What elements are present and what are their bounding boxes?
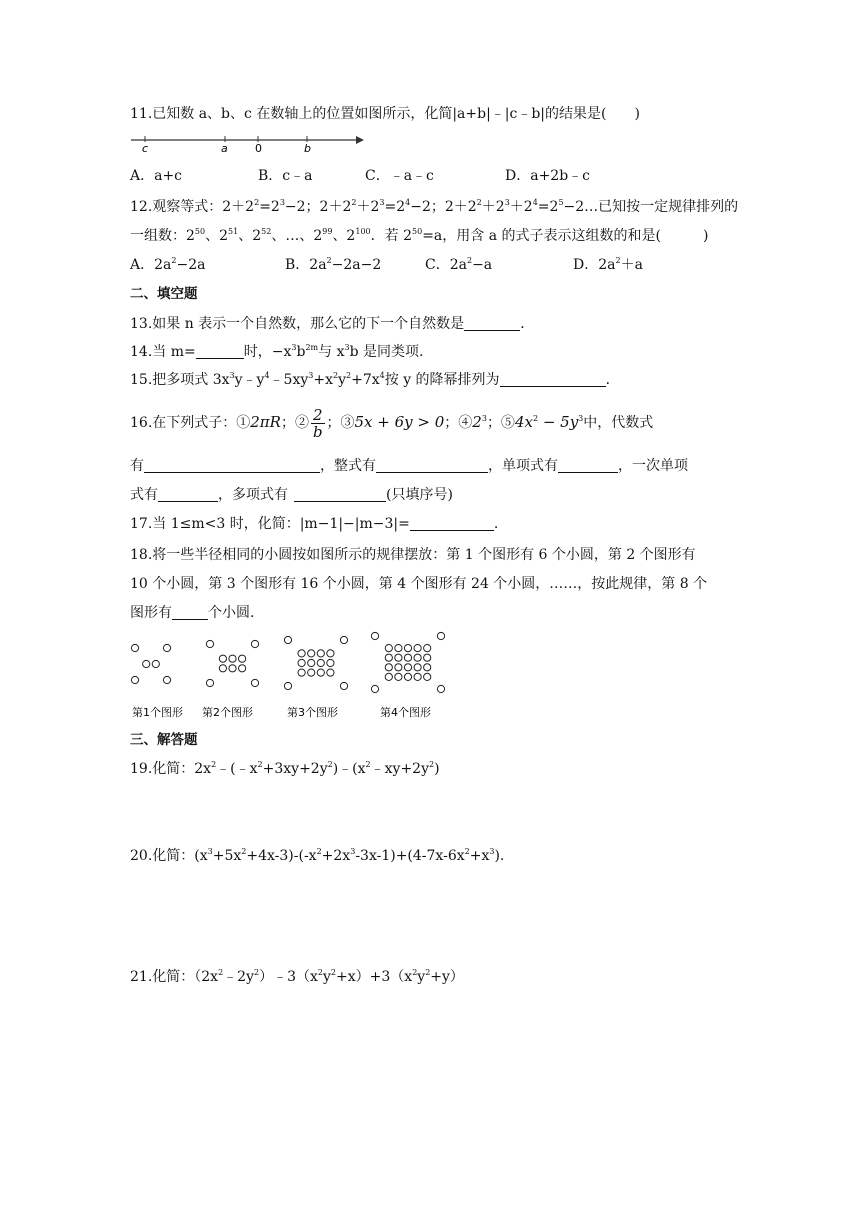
corner-circle: [131, 676, 138, 683]
small-circle: [395, 654, 402, 661]
question-20: 20.化简：$(x^3+5x^2+4x-3)-(-x^2+2x^3-3x-1)+(4-7x-6x^2+x^3)$.: [130, 847, 505, 864]
small-circle: [414, 654, 421, 661]
small-circle: [414, 645, 421, 652]
answer-blank[interactable]: [500, 372, 606, 387]
small-circle: [404, 654, 411, 661]
question-18-line-2: 10 个小圆，第 3 个图形有 16 个小圆，第 4 个图形有 24 个小圆，……，按此规律，第 8 个: [130, 576, 708, 592]
option-d: D．a+2b﹣c: [505, 168, 591, 184]
small-circle: [327, 669, 334, 676]
axis-label-c: c: [142, 142, 149, 154]
option-b: B．$2a^2-2a-2$: [285, 256, 382, 273]
question-14: 14.当 m= 时，$-x^3b^{2m}$与 $x^3b$ 是同类项.: [130, 343, 424, 360]
small-circle: [317, 669, 324, 676]
small-circle: [308, 650, 315, 657]
question-21: 21.化简：$(2x^2﹣2y^2)﹣3(x^2y^2+x)+3(x^2y^2+y)$: [130, 968, 464, 985]
small-circle: [308, 659, 315, 666]
small-circle: [298, 659, 305, 666]
question-12-line-2: 一组数：$2^{50}$、$2^{51}$、$2^{52}$、…、$2^{99}$、$2^{100}$．若 $2^{50}=a$，用含 a 的式子表示这组数的和是( ): [130, 227, 709, 244]
corner-circle: [340, 636, 347, 643]
number-line-figure: [130, 132, 365, 154]
question-12-line-1: 12.观察等式：$2+2^2=2^3-2$；$2+2^2+2^3=2^4-2$；$2+2^2+2^3+2^4=2^5-2\dots$已知按一定规律排列的: [130, 198, 739, 215]
corner-circle: [340, 682, 347, 689]
small-circle: [404, 645, 411, 652]
corner-circle: [371, 685, 378, 692]
answer-blank[interactable]: [294, 487, 386, 502]
axis-label-a: a: [221, 142, 228, 154]
answer-blank[interactable]: [376, 458, 488, 473]
small-circle: [424, 645, 431, 652]
small-circle: [298, 650, 305, 657]
question-18-line-1: 18.将一些半径相同的小圆按如图所示的规律摆放：第 1 个图形有 6 个小圆，第 2 个图形有: [130, 547, 696, 563]
small-circle: [152, 660, 159, 667]
option-a: A．a+c: [130, 168, 183, 184]
arrow-icon: [356, 136, 364, 144]
circle-pattern-figure: [130, 630, 450, 722]
option-b: B．c﹣a: [258, 168, 313, 184]
corner-circle: [131, 644, 138, 651]
figure-caption-3: 第3个图形: [287, 706, 338, 719]
small-circle: [385, 673, 392, 680]
question-16-line-2: 有 ，整式有 ，单项式有 ，一次单项: [130, 458, 688, 474]
small-circle: [424, 673, 431, 680]
question-11-stem: 11.已知数 a、b、c 在数轴上的位置如图所示，化简|a+b|﹣|c﹣b|的结果是( ): [130, 106, 640, 122]
small-circle: [395, 664, 402, 671]
small-circle: [404, 664, 411, 671]
question-19: 19.化简：$2x^2﹣(﹣x^2+3xy+2y^2)﹣(x^2﹣xy+2y^2)$: [130, 760, 440, 777]
section-heading-solve: 三、解答题: [130, 732, 198, 748]
answer-blank[interactable]: [158, 487, 218, 502]
fraction-2-over-b: $\frac{2}{b}$: [312, 405, 323, 441]
small-circle: [229, 665, 236, 672]
corner-circle: [437, 632, 444, 639]
axis-label-0: 0: [255, 142, 262, 154]
corner-circle: [163, 644, 170, 651]
corner-circle: [163, 676, 170, 683]
corner-circle: [437, 685, 444, 692]
question-16-line-3: 式有 ，多项式有 (只填序号): [130, 487, 453, 503]
answer-blank[interactable]: [410, 516, 494, 531]
question-15: 15.把多项式 $3x^3y﹣y^4﹣5xy^3+x^2y^2+7x^4$按 y 的降幂排列为 ．: [130, 371, 620, 388]
small-circle: [424, 664, 431, 671]
figure-caption-2: 第2个图形: [202, 706, 253, 719]
option-c: C．$2a^2-a$: [425, 256, 493, 273]
axis-label-b: b: [304, 142, 311, 154]
figure-caption-1: 第1个图形: [132, 706, 183, 719]
answer-blank[interactable]: [464, 316, 520, 331]
question-17: 17.当 1≤m<3 时，化简：|m−1|−|m−3|= .: [130, 516, 499, 532]
option-c: C．﹣a﹣c: [365, 168, 434, 184]
corner-circle: [251, 640, 258, 647]
small-circle: [239, 665, 246, 672]
small-circle: [385, 654, 392, 661]
corner-circle: [284, 682, 291, 689]
small-circle: [385, 645, 392, 652]
small-circle: [327, 650, 334, 657]
question-16-line-1: 16.在下列式子：①2πR；② $\frac{2}{b}$ ；③5x + 6y > 0；$④2^3$；$⑤4x^2 - 5y^3$中，代数式: [130, 405, 654, 441]
answer-blank[interactable]: [196, 344, 244, 359]
figure-caption-4: 第4个图形: [380, 706, 431, 719]
small-circle: [414, 664, 421, 671]
small-circle: [298, 669, 305, 676]
option-a: A．$2a^2-2a$: [130, 256, 206, 273]
question-18-line-3: 图形有 个小圆.: [130, 605, 255, 621]
section-heading-fill-in: 二、填空题: [130, 286, 198, 302]
corner-circle: [251, 679, 258, 686]
question-11-options: [130, 166, 590, 186]
small-circle: [395, 645, 402, 652]
small-circle: [229, 655, 236, 662]
small-circle: [143, 660, 150, 667]
answer-blank[interactable]: [172, 605, 208, 620]
small-circle: [327, 659, 334, 666]
answer-blank[interactable]: [144, 458, 320, 473]
small-circle: [414, 673, 421, 680]
question-12-options: [130, 255, 643, 275]
small-circle: [395, 673, 402, 680]
answer-blank[interactable]: [558, 458, 618, 473]
corner-circle: [206, 679, 213, 686]
small-circle: [385, 664, 392, 671]
small-circle: [219, 665, 226, 672]
small-circle: [239, 655, 246, 662]
corner-circle: [371, 632, 378, 639]
small-circle: [308, 669, 315, 676]
small-circle: [404, 673, 411, 680]
question-13: 13.如果 n 表示一个自然数，那么它的下一个自然数是 ．: [130, 316, 535, 332]
corner-circle: [206, 640, 213, 647]
option-d: D．$2a^2+a$: [573, 256, 643, 273]
small-circle: [317, 659, 324, 666]
corner-circle: [284, 636, 291, 643]
small-circle: [219, 655, 226, 662]
small-circle: [317, 650, 324, 657]
small-circle: [424, 654, 431, 661]
